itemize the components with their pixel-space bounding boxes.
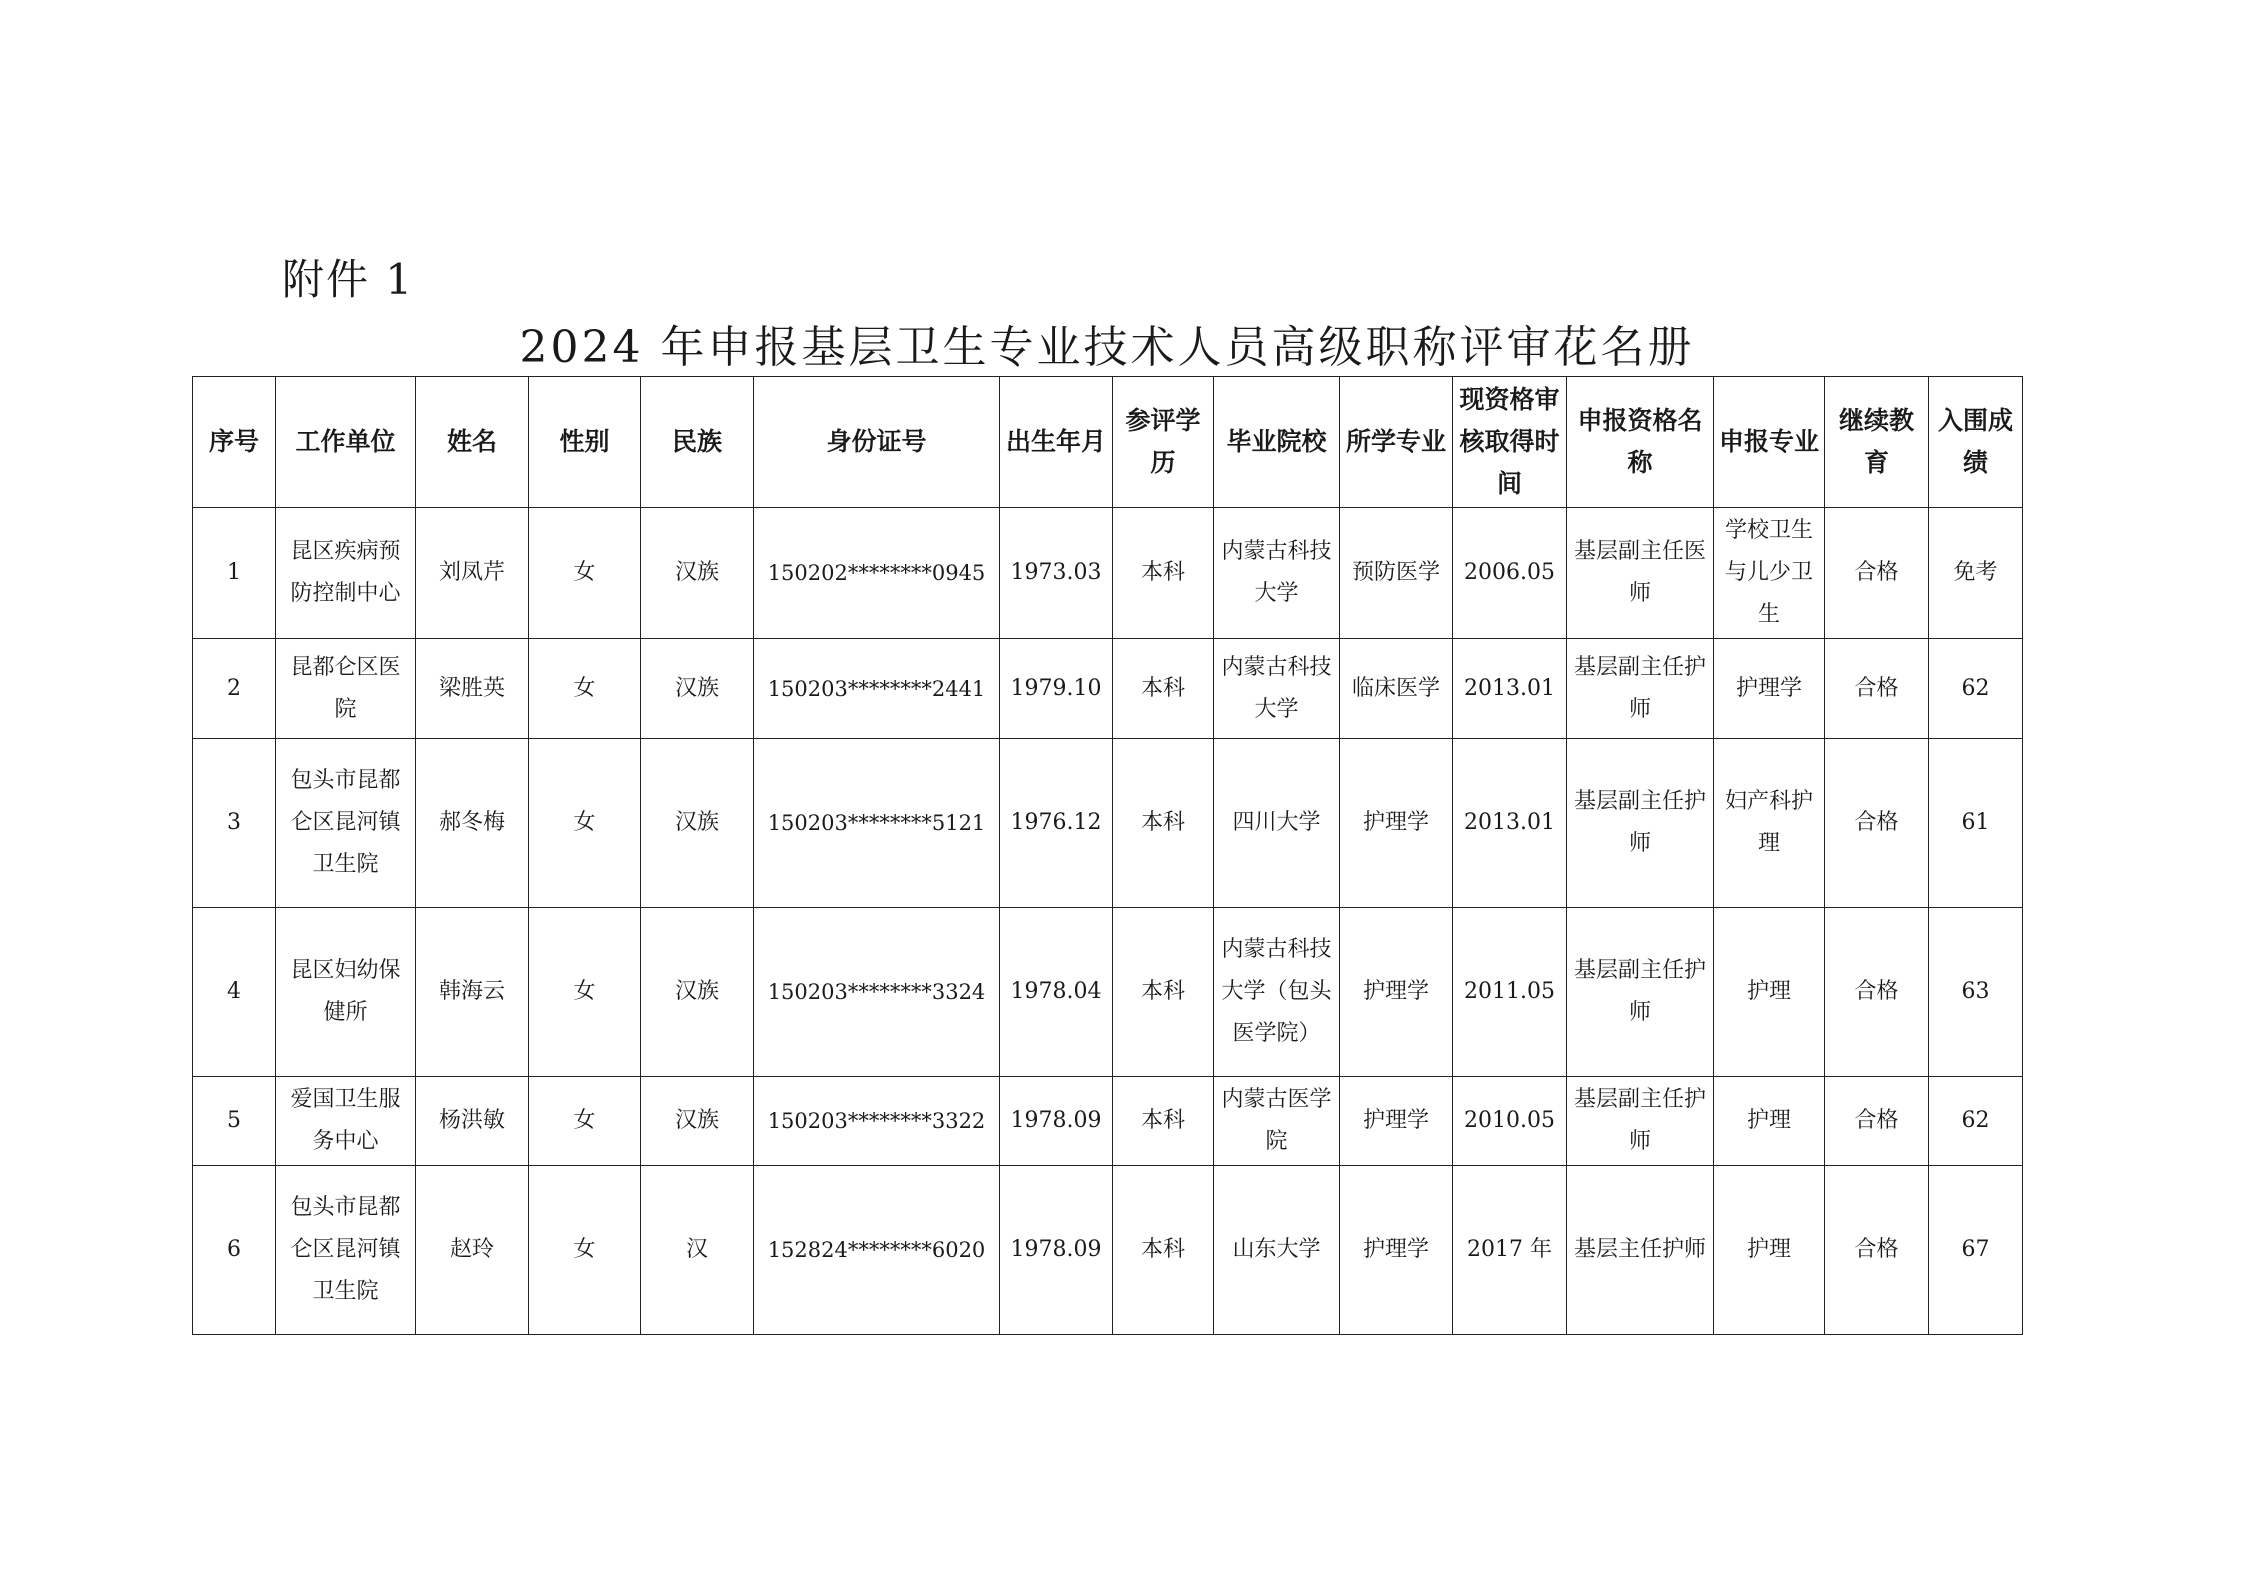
cell-education: 本科 — [1113, 1166, 1214, 1335]
cell-apply-major: 学校卫生与儿少卫生 — [1714, 508, 1825, 639]
cell-ethnicity: 汉族 — [641, 1077, 754, 1166]
cell-apply-major: 妇产科护理 — [1714, 739, 1825, 908]
header-gender: 性别 — [529, 377, 641, 508]
header-school: 毕业院校 — [1214, 377, 1340, 508]
cell-id-number: 150202********0945 — [754, 508, 1000, 639]
cell-birth: 1979.10 — [1000, 639, 1113, 739]
cell-education: 本科 — [1113, 1077, 1214, 1166]
cell-continuing-edu: 合格 — [1825, 1166, 1929, 1335]
cell-seq: 2 — [193, 639, 276, 739]
cell-unit: 爱国卫生服务中心 — [276, 1077, 416, 1166]
cell-apply-title: 基层主任护师 — [1567, 1166, 1714, 1335]
cell-gender: 女 — [529, 908, 641, 1077]
cell-school: 内蒙古科技大学（包头医学院） — [1214, 908, 1340, 1077]
cell-name: 郝冬梅 — [416, 739, 529, 908]
cell-ethnicity: 汉族 — [641, 508, 754, 639]
header-row — [193, 377, 2023, 508]
cell-score: 免考 — [1929, 508, 2023, 639]
header-unit: 工作单位 — [276, 377, 416, 508]
cell-apply-title: 基层副主任护师 — [1567, 1077, 1714, 1166]
table-row — [193, 1077, 2023, 1166]
cell-qual-time: 2013.01 — [1453, 639, 1567, 739]
cell-major: 护理学 — [1340, 908, 1453, 1077]
cell-major: 预防医学 — [1340, 508, 1453, 639]
cell-birth: 1978.04 — [1000, 908, 1113, 1077]
header-score: 入围成绩 — [1929, 377, 2023, 508]
cell-ethnicity: 汉族 — [641, 908, 754, 1077]
cell-education: 本科 — [1113, 508, 1214, 639]
cell-birth: 1976.12 — [1000, 739, 1113, 908]
cell-major: 护理学 — [1340, 1166, 1453, 1335]
cell-unit: 昆区妇幼保健所 — [276, 908, 416, 1077]
cell-apply-major: 护理 — [1714, 908, 1825, 1077]
header-id-number: 身份证号 — [754, 377, 1000, 508]
roster-table — [192, 376, 2023, 1335]
cell-unit: 包头市昆都仑区昆河镇卫生院 — [276, 1166, 416, 1335]
cell-education: 本科 — [1113, 908, 1214, 1077]
cell-name: 韩海云 — [416, 908, 529, 1077]
cell-qual-time: 2017 年 — [1453, 1166, 1567, 1335]
cell-school: 内蒙古科技大学 — [1214, 639, 1340, 739]
cell-ethnicity: 汉族 — [641, 739, 754, 908]
cell-score: 62 — [1929, 639, 2023, 739]
cell-id-number: 150203********3322 — [754, 1077, 1000, 1166]
header-ethnicity: 民族 — [641, 377, 754, 508]
cell-school: 四川大学 — [1214, 739, 1340, 908]
cell-seq: 3 — [193, 739, 276, 908]
cell-name: 赵玲 — [416, 1166, 529, 1335]
header-education: 参评学历 — [1113, 377, 1214, 508]
cell-birth: 1978.09 — [1000, 1077, 1113, 1166]
header-major: 所学专业 — [1340, 377, 1453, 508]
cell-major: 护理学 — [1340, 739, 1453, 908]
cell-continuing-edu: 合格 — [1825, 739, 1929, 908]
cell-apply-title: 基层副主任护师 — [1567, 739, 1714, 908]
cell-education: 本科 — [1113, 739, 1214, 908]
cell-ethnicity: 汉 — [641, 1166, 754, 1335]
cell-major: 护理学 — [1340, 1077, 1453, 1166]
cell-apply-major: 护理 — [1714, 1077, 1825, 1166]
cell-gender: 女 — [529, 1166, 641, 1335]
header-seq: 序号 — [193, 377, 276, 508]
cell-gender: 女 — [529, 639, 641, 739]
header-apply-title: 申报资格名称 — [1567, 377, 1714, 508]
cell-name: 刘凤芹 — [416, 508, 529, 639]
cell-qual-time: 2006.05 — [1453, 508, 1567, 639]
cell-apply-major: 护理 — [1714, 1166, 1825, 1335]
cell-school: 内蒙古科技大学 — [1214, 508, 1340, 639]
cell-score: 61 — [1929, 739, 2023, 908]
cell-unit: 昆区疾病预防控制中心 — [276, 508, 416, 639]
cell-gender: 女 — [529, 508, 641, 639]
cell-education: 本科 — [1113, 639, 1214, 739]
attachment-label: 附件 1 — [282, 255, 415, 304]
cell-id-number: 150203********5121 — [754, 739, 1000, 908]
table-row — [193, 739, 2023, 908]
cell-unit: 包头市昆都仑区昆河镇卫生院 — [276, 739, 416, 908]
cell-qual-time: 2011.05 — [1453, 908, 1567, 1077]
cell-continuing-edu: 合格 — [1825, 639, 1929, 739]
cell-apply-title: 基层副主任护师 — [1567, 908, 1714, 1077]
cell-gender: 女 — [529, 739, 641, 908]
cell-apply-major: 护理学 — [1714, 639, 1825, 739]
document-title: 2024 年申报基层卫生专业技术人员高级职称评审花名册 — [519, 322, 1695, 373]
cell-name: 梁胜英 — [416, 639, 529, 739]
cell-seq: 4 — [193, 908, 276, 1077]
cell-school: 山东大学 — [1214, 1166, 1340, 1335]
cell-seq: 5 — [193, 1077, 276, 1166]
cell-name: 杨洪敏 — [416, 1077, 529, 1166]
cell-seq: 1 — [193, 508, 276, 639]
cell-seq: 6 — [193, 1166, 276, 1335]
cell-apply-title: 基层副主任医师 — [1567, 508, 1714, 639]
table-row — [193, 908, 2023, 1077]
table-row — [193, 639, 2023, 739]
cell-continuing-edu: 合格 — [1825, 1077, 1929, 1166]
cell-major: 临床医学 — [1340, 639, 1453, 739]
cell-continuing-edu: 合格 — [1825, 508, 1929, 639]
cell-qual-time: 2013.01 — [1453, 739, 1567, 908]
cell-score: 63 — [1929, 908, 2023, 1077]
cell-unit: 昆都仑区医院 — [276, 639, 416, 739]
cell-score: 67 — [1929, 1166, 2023, 1335]
cell-birth: 1973.03 — [1000, 508, 1113, 639]
cell-score: 62 — [1929, 1077, 2023, 1166]
header-apply-major: 申报专业 — [1714, 377, 1825, 508]
cell-school: 内蒙古医学院 — [1214, 1077, 1340, 1166]
header-continuing-edu: 继续教育 — [1825, 377, 1929, 508]
cell-qual-time: 2010.05 — [1453, 1077, 1567, 1166]
cell-continuing-edu: 合格 — [1825, 908, 1929, 1077]
cell-id-number: 152824********6020 — [754, 1166, 1000, 1335]
header-birth: 出生年月 — [1000, 377, 1113, 508]
cell-apply-title: 基层副主任护师 — [1567, 639, 1714, 739]
header-name: 姓名 — [416, 377, 529, 508]
cell-ethnicity: 汉族 — [641, 639, 754, 739]
cell-gender: 女 — [529, 1077, 641, 1166]
header-qual-time: 现资格审核取得时间 — [1453, 377, 1567, 508]
table-row — [193, 508, 2023, 639]
cell-id-number: 150203********2441 — [754, 639, 1000, 739]
cell-id-number: 150203********3324 — [754, 908, 1000, 1077]
cell-birth: 1978.09 — [1000, 1166, 1113, 1335]
table-row — [193, 1166, 2023, 1335]
